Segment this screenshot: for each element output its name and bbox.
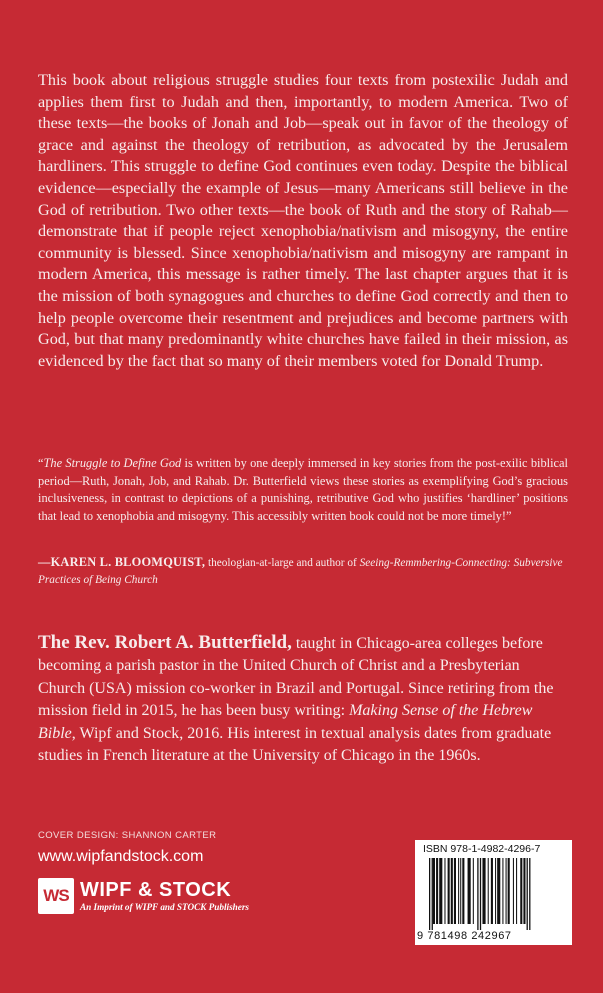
publisher-website: www.wipfandstock.com (38, 848, 204, 865)
bio-text-2: , Wipf and Stock, 2016. His interest in textual analysis dates from graduate studies in French literature at the University of Chicago in the 1960s. (38, 724, 552, 765)
back-cover-blurb: This book about religious struggle studies four texts from postexilic Judah and applies them first to Judah and then, importantly, to modern America. Two of these texts—the books of Jonah and Job—speak out in favor of the theology of grace and against the theology of retribution, as advocated by the Jerusalem hardliners. This struggle to define God continues even today. Despite the biblical evidence—especially the example of Jesus—many Americans still believe in the God of retribution. Two other texts—the book of Ruth and the story of Rahab—demonstrate that if people reject xenophobia/nativism and misogyny, the entire community is blessed. Since xenophobia/nativism and misogyny are rampant in modern America, this message is rather timely. The last chapter argues that it is the mission of both synagogues and churches to define God correctly and then to help people overcome their resentment and prejudices and become partners with God, but that many predominantly white churches have failed in their mission, as evidenced by the fact that so many of their members voted for Donald Trump. (38, 71, 568, 370)
endorsement-text: is written by one deeply immersed in key stories from the post-exilic biblical period—Ruth, Jonah, Job, and Rahab. Dr. Butterfield views these stories as exemplifying God’s gracious inclusiveness, in contrast to depictions of a punishing, retributive God who justifies ‘hardliner’ positions that lead to xenophobia and misogyny. This accessibly written book could not be more timely!” (38, 456, 568, 523)
bio-text-1: taught in Chicago-area colleges before becoming a parish pastor in the United Church of Christ and a Presbyterian Church (USA) mission co-worker in Brazil and Portugal. Since retiring from the mission field in 2015, he has been busy writing: (38, 635, 554, 720)
publisher-tagline: An Imprint of WIPF and STOCK Publishers (80, 902, 250, 912)
barcode-digits: 9 781498 242967 (417, 930, 512, 942)
author-name: The Rev. Robert A. Butterfield, (38, 632, 292, 653)
publisher-logo (38, 878, 298, 914)
endorser-name: KAREN L. BLOOMQUIST, (50, 555, 206, 569)
quote-open-mark: “ (38, 456, 44, 470)
endorser-work: Seeing-Remmbering-Connecting: Subversive Practices of Being Church (38, 557, 563, 586)
endorsement-quote (38, 455, 568, 525)
publisher-name: WIPF & STOCK (80, 879, 232, 901)
bio-work-title: Making Sense of the Hebrew Bible (38, 702, 533, 742)
cover-design-credit: COVER DESIGN: SHANNON CARTER (38, 830, 217, 841)
barcode-icon (423, 858, 564, 930)
endorser-dash: — (38, 555, 51, 569)
isbn-barcode-box (415, 840, 572, 945)
author-bio (38, 632, 568, 767)
quoted-book-title: The Struggle to Define God (43, 456, 182, 470)
endorsement-attribution (38, 554, 568, 589)
ws-logo-icon: WS (38, 878, 74, 914)
endorser-role: theologian-at-large and author of (205, 557, 360, 569)
isbn-label: ISBN 978-1-4982-4296-7 (423, 843, 541, 855)
